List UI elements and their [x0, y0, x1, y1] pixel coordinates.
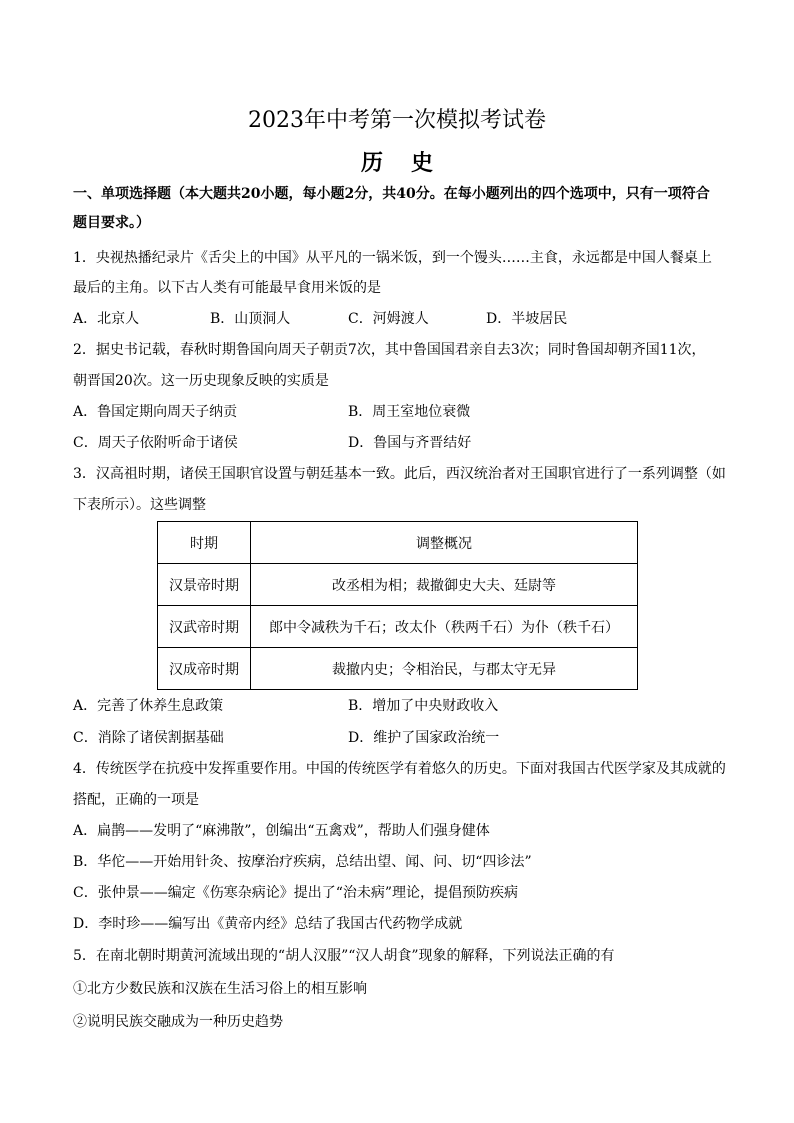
table-cell: 汉武帝时期 — [158, 606, 251, 648]
table-header-cell: 时期 — [158, 522, 251, 564]
q4-option-c: C．张仲景——编定《伤寒杂病论》提出了“治未病”理论，提倡预防疾病 — [73, 885, 519, 901]
q5-item-2: ②说明民族交融成为一种历史趋势 — [73, 1014, 283, 1030]
subject-title: 历史 — [360, 150, 461, 176]
table-cell: 裁撤内史；令相治民，与郡太守无异 — [251, 648, 638, 690]
question-3-text: 3．汉高祖时期，诸侯王国职官设置与朝廷基本一致。此后，西汉统治者对王国职官进行了一系列调整（如 — [73, 466, 726, 482]
table-cell: 汉成帝时期 — [158, 648, 251, 690]
q2-option-b: B．周王室地位衰微 — [348, 404, 471, 420]
q2-option-a: A．鲁国定期向周天子纳贡 — [73, 404, 238, 420]
table-cell: 郎中令减秩为千石；改太仆（秩两千石）为仆（秩千石） — [251, 606, 638, 648]
question-5-text: 5．在南北朝时期黄河流域出现的“胡人汉服”“汉人胡食”现象的解释，下列说法正确的有 — [73, 948, 615, 964]
section-heading-cont: 题目要求。） — [73, 215, 150, 231]
q1-option-c: C．河姆渡人 — [348, 311, 429, 327]
question-2-text: 2．据史书记载，春秋时期鲁国向周天子朝贡7次，其中鲁国国君亲自去3次；同时鲁国却朝齐国11次， — [73, 342, 706, 358]
table-header-row — [158, 522, 638, 564]
q1-option-a: A．北京人 — [73, 311, 140, 327]
question-3-text-cont: 下表所示）。这些调整 — [73, 497, 206, 513]
q1-option-d: D．半坡居民 — [486, 311, 568, 327]
table-row — [158, 606, 638, 648]
table-row — [158, 564, 638, 606]
q3-option-a: A．完善了休养生息政策 — [73, 698, 224, 714]
q4-option-a: A．扁鹊——发明了“麻沸散”，创编出“五禽戏”，帮助人们强身健体 — [73, 823, 490, 839]
question-4-text: 4．传统医学在抗疫中发挥重要作用。中国的传统医学有着悠久的历史。下面对我国古代医学家及其成就的 — [73, 761, 726, 777]
table-header-cell: 调整概况 — [251, 522, 638, 564]
question-4-text-cont: 搭配，正确的一项是 — [73, 792, 199, 808]
question-2-text-cont: 朝晋国20次。这一历史现象反映的实质是 — [73, 373, 329, 389]
table-cell: 改丞相为相；裁撤御史大夫、廷尉等 — [251, 564, 638, 606]
question-1-text-cont: 最后的主角。以下古人类有可能最早食用米饭的是 — [73, 280, 381, 296]
q1-option-b: B．山顶洞人 — [210, 311, 291, 327]
q3-option-b: B．增加了中央财政收入 — [348, 698, 499, 714]
q5-item-1: ①北方少数民族和汉族在生活习俗上的相互影响 — [73, 981, 367, 997]
adjustment-table — [157, 521, 638, 690]
q3-option-d: D．维护了国家政治统一 — [348, 730, 500, 746]
q4-option-d: D．李时珍——编写出《黄帝内经》总结了我国古代药物学成就 — [73, 916, 463, 932]
q2-option-c: C．周天子依附听命于诸侯 — [73, 435, 238, 451]
q3-option-c: C．消除了诸侯割据基础 — [73, 730, 224, 746]
q2-option-d: D．鲁国与齐晋结好 — [348, 435, 472, 451]
q4-option-b: B．华佗——开始用针灸、按摩治疗疾病，总结出望、闻、问、切“四诊法” — [73, 854, 532, 870]
page-title: 2023年中考第一次模拟考试卷 — [248, 108, 546, 133]
section-heading: 一、单项选择题（本大题共20小题，每小题2分，共40分。在每小题列出的四个选项中，只有一项符合 — [73, 186, 710, 202]
question-1-text: 1．央视热播纪录片《舌尖上的中国》从平凡的一锅米饭，到一个馒头……主食，永远都是中国人餐桌上 — [73, 250, 712, 266]
table-row — [158, 648, 638, 690]
table-cell: 汉景帝时期 — [158, 564, 251, 606]
